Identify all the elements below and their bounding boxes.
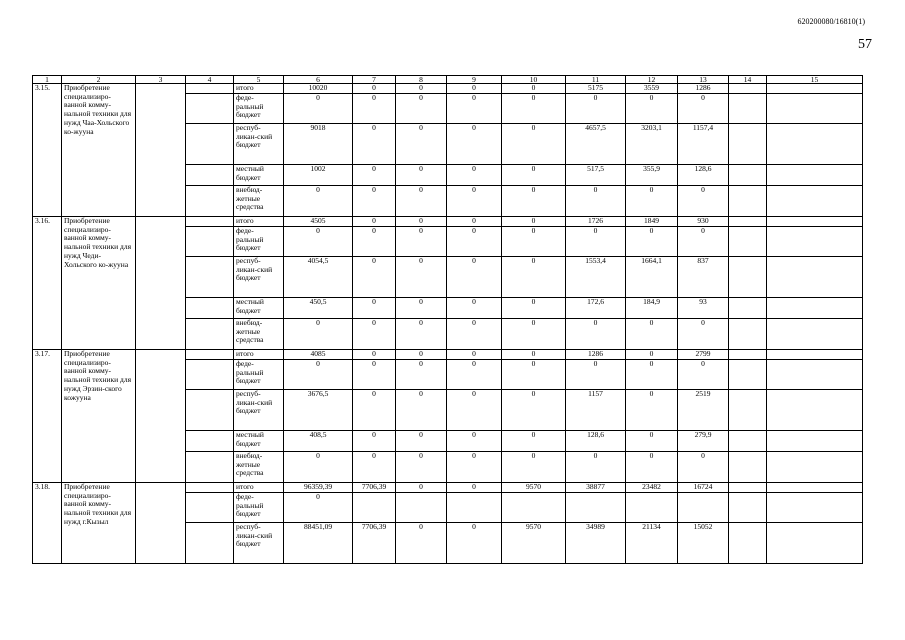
section-name: Приобретение специализиро-ванной комму-нальной техники для нужд Чаа-Хольского ко-жууна: [62, 84, 136, 217]
value-cell: 0: [396, 84, 447, 94]
empty-cell: [729, 124, 767, 165]
value-cell: 0: [502, 217, 566, 227]
empty-cell: [729, 257, 767, 298]
value-cell: 0: [284, 493, 353, 523]
table-row: [33, 217, 863, 227]
value-cell: 1157: [566, 390, 626, 431]
value-cell: 0: [353, 350, 396, 360]
section-name: Приобретение специализиро-ванной комму-нальной техники для нужд Эрзин-ского кожууна: [62, 350, 136, 483]
empty-cell: [186, 319, 234, 350]
value-cell: 128,6: [566, 431, 626, 452]
value-cell: 4054,5: [284, 257, 353, 298]
value-cell: 0: [502, 390, 566, 431]
column-header: 9: [447, 76, 502, 84]
value-cell: 0: [284, 452, 353, 483]
value-cell: 4657,5: [566, 124, 626, 165]
value-cell: 0: [678, 94, 729, 124]
column-header: 13: [678, 76, 729, 84]
section-code: 3.15.: [33, 84, 62, 217]
column-header: 5: [234, 76, 284, 84]
value-cell: 0: [626, 94, 678, 124]
value-cell: 0: [678, 319, 729, 350]
value-cell: 1849: [626, 217, 678, 227]
value-cell: 0: [566, 360, 626, 390]
funding-source-label: феде-ральный бюджет: [234, 94, 284, 124]
value-cell: 0: [353, 452, 396, 483]
value-cell: 0: [566, 94, 626, 124]
funding-source-label: местный бюджет: [234, 165, 284, 186]
value-cell: 0: [396, 431, 447, 452]
empty-cell: [767, 483, 863, 493]
empty-cell: [186, 452, 234, 483]
value-cell: 279,9: [678, 431, 729, 452]
value-cell: 0: [284, 186, 353, 217]
value-cell: 0: [502, 350, 566, 360]
column-header: 14: [729, 76, 767, 84]
value-cell: 0: [626, 390, 678, 431]
value-cell: 0: [502, 319, 566, 350]
empty-cell: [729, 227, 767, 257]
value-cell: 23482: [626, 483, 678, 493]
section-code: 3.16.: [33, 217, 62, 350]
value-cell: 0: [396, 186, 447, 217]
value-cell: 0: [396, 124, 447, 165]
value-cell: 4085: [284, 350, 353, 360]
funding-source-label: внебюд-жетные средства: [234, 452, 284, 483]
value-cell: 4505: [284, 217, 353, 227]
empty-cell: [729, 84, 767, 94]
value-cell: [566, 493, 626, 523]
value-cell: 408,5: [284, 431, 353, 452]
empty-cell: [186, 431, 234, 452]
value-cell: 15052: [678, 523, 729, 564]
value-cell: 0: [353, 319, 396, 350]
value-cell: 0: [502, 227, 566, 257]
value-cell: 0: [396, 165, 447, 186]
value-cell: 0: [502, 94, 566, 124]
empty-cell: [729, 319, 767, 350]
value-cell: 0: [396, 452, 447, 483]
value-cell: 0: [502, 298, 566, 319]
empty-cell: [767, 227, 863, 257]
funding-source-label: внебюд-жетные средства: [234, 186, 284, 217]
empty-cell: [186, 227, 234, 257]
table-row: [33, 483, 863, 493]
empty-cell: [767, 84, 863, 94]
value-cell: 93: [678, 298, 729, 319]
empty-cell: [186, 217, 234, 227]
value-cell: 0: [353, 390, 396, 431]
value-cell: 16724: [678, 483, 729, 493]
empty-cell: [186, 523, 234, 564]
document-id: 620200080/16810(1): [797, 17, 865, 26]
empty-cell: [767, 217, 863, 227]
value-cell: 2519: [678, 390, 729, 431]
value-cell: 0: [626, 431, 678, 452]
empty-cell: [729, 483, 767, 493]
value-cell: 0: [284, 319, 353, 350]
value-cell: 0: [353, 217, 396, 227]
empty-cell: [186, 84, 234, 94]
value-cell: 0: [447, 84, 502, 94]
value-cell: 0: [396, 257, 447, 298]
header-row: [33, 76, 863, 84]
value-cell: 184,9: [626, 298, 678, 319]
column-header: 12: [626, 76, 678, 84]
value-cell: 0: [353, 257, 396, 298]
value-cell: 21134: [626, 523, 678, 564]
value-cell: 96359,39: [284, 483, 353, 493]
value-cell: 7706,39: [353, 483, 396, 493]
value-cell: 0: [353, 360, 396, 390]
value-cell: 0: [353, 165, 396, 186]
empty-cell: [729, 390, 767, 431]
value-cell: 0: [353, 298, 396, 319]
funding-source-label: внебюд-жетные средства: [234, 319, 284, 350]
value-cell: 0: [284, 227, 353, 257]
value-cell: 0: [353, 431, 396, 452]
value-cell: 0: [284, 94, 353, 124]
value-cell: 450,5: [284, 298, 353, 319]
value-cell: 0: [447, 483, 502, 493]
empty-cell: [767, 257, 863, 298]
value-cell: 1002: [284, 165, 353, 186]
table-row: [33, 84, 863, 94]
value-cell: 0: [447, 390, 502, 431]
value-cell: 0: [396, 483, 447, 493]
empty-cell: [136, 217, 186, 350]
empty-cell: [136, 84, 186, 217]
value-cell: [626, 493, 678, 523]
empty-cell: [729, 431, 767, 452]
empty-cell: [767, 360, 863, 390]
value-cell: 0: [396, 319, 447, 350]
value-cell: 0: [447, 452, 502, 483]
column-header: 8: [396, 76, 447, 84]
empty-cell: [767, 319, 863, 350]
empty-cell: [186, 165, 234, 186]
value-cell: 0: [396, 523, 447, 564]
value-cell: 0: [447, 257, 502, 298]
empty-cell: [186, 186, 234, 217]
value-cell: [678, 493, 729, 523]
empty-cell: [767, 452, 863, 483]
empty-cell: [767, 165, 863, 186]
value-cell: 0: [447, 431, 502, 452]
empty-cell: [729, 217, 767, 227]
funding-source-label: феде-ральный бюджет: [234, 227, 284, 257]
page-number: 57: [858, 37, 872, 52]
value-cell: 2799: [678, 350, 729, 360]
value-cell: 3559: [626, 84, 678, 94]
value-cell: 0: [626, 227, 678, 257]
value-cell: 88451,09: [284, 523, 353, 564]
value-cell: 9018: [284, 124, 353, 165]
value-cell: 0: [447, 523, 502, 564]
column-header: 6: [284, 76, 353, 84]
value-cell: 1286: [566, 350, 626, 360]
value-cell: 0: [353, 94, 396, 124]
value-cell: 0: [502, 257, 566, 298]
value-cell: 0: [678, 186, 729, 217]
column-header: 15: [767, 76, 863, 84]
value-cell: 0: [353, 124, 396, 165]
empty-cell: [186, 124, 234, 165]
value-cell: 0: [447, 298, 502, 319]
value-cell: 0: [678, 227, 729, 257]
empty-cell: [186, 350, 234, 360]
value-cell: 34989: [566, 523, 626, 564]
section-name: Приобретение специализиро-ванной комму-нальной техники для нужд г.Кызыл: [62, 483, 136, 564]
value-cell: 517,5: [566, 165, 626, 186]
funding-source-label: респуб-ликан-ский бюджет: [234, 124, 284, 165]
value-cell: [447, 493, 502, 523]
column-header: 3: [136, 76, 186, 84]
value-cell: 0: [566, 319, 626, 350]
empty-cell: [729, 350, 767, 360]
value-cell: 128,6: [678, 165, 729, 186]
value-cell: 837: [678, 257, 729, 298]
value-cell: 5175: [566, 84, 626, 94]
empty-cell: [186, 483, 234, 493]
column-header: 4: [186, 76, 234, 84]
value-cell: [353, 493, 396, 523]
empty-cell: [767, 523, 863, 564]
empty-cell: [729, 523, 767, 564]
value-cell: 0: [502, 186, 566, 217]
value-cell: 0: [447, 124, 502, 165]
value-cell: 9570: [502, 523, 566, 564]
empty-cell: [186, 390, 234, 431]
value-cell: 3203,1: [626, 124, 678, 165]
funding-source-label: местный бюджет: [234, 431, 284, 452]
empty-cell: [729, 360, 767, 390]
value-cell: 7706,39: [353, 523, 396, 564]
value-cell: 0: [626, 350, 678, 360]
empty-cell: [767, 390, 863, 431]
funding-source-label: итого: [234, 350, 284, 360]
empty-cell: [767, 124, 863, 165]
value-cell: 0: [447, 360, 502, 390]
section-code: 3.18.: [33, 483, 62, 564]
value-cell: 0: [447, 165, 502, 186]
funding-source-label: респуб-ликан-ский бюджет: [234, 390, 284, 431]
value-cell: 3676,5: [284, 390, 353, 431]
value-cell: 0: [353, 84, 396, 94]
empty-cell: [767, 350, 863, 360]
funding-source-label: респуб-ликан-ский бюджет: [234, 257, 284, 298]
value-cell: 0: [396, 390, 447, 431]
empty-cell: [186, 298, 234, 319]
empty-cell: [767, 94, 863, 124]
value-cell: 0: [502, 84, 566, 94]
value-cell: 355,9: [626, 165, 678, 186]
empty-cell: [729, 186, 767, 217]
funding-source-label: респуб-ликан-ский бюджет: [234, 523, 284, 564]
value-cell: 0: [626, 186, 678, 217]
empty-cell: [729, 94, 767, 124]
funding-source-label: феде-ральный бюджет: [234, 360, 284, 390]
value-cell: 1553,4: [566, 257, 626, 298]
empty-cell: [767, 298, 863, 319]
value-cell: [396, 493, 447, 523]
value-cell: 0: [626, 319, 678, 350]
empty-cell: [186, 493, 234, 523]
value-cell: 0: [353, 227, 396, 257]
value-cell: 0: [396, 217, 447, 227]
column-header: 1: [33, 76, 62, 84]
value-cell: 0: [396, 298, 447, 319]
budget-table: [32, 75, 863, 564]
value-cell: 0: [678, 452, 729, 483]
empty-cell: [729, 298, 767, 319]
value-cell: 0: [502, 431, 566, 452]
value-cell: 0: [678, 360, 729, 390]
value-cell: 1664,1: [626, 257, 678, 298]
empty-cell: [729, 493, 767, 523]
value-cell: 0: [447, 217, 502, 227]
value-cell: 0: [447, 186, 502, 217]
column-header: 2: [62, 76, 136, 84]
funding-source-label: итого: [234, 84, 284, 94]
value-cell: 0: [353, 186, 396, 217]
value-cell: 0: [566, 452, 626, 483]
funding-source-label: итого: [234, 217, 284, 227]
value-cell: 0: [447, 94, 502, 124]
column-header: 7: [353, 76, 396, 84]
empty-cell: [767, 431, 863, 452]
funding-source-label: итого: [234, 483, 284, 493]
value-cell: 930: [678, 217, 729, 227]
empty-cell: [729, 165, 767, 186]
value-cell: 172,6: [566, 298, 626, 319]
empty-cell: [767, 493, 863, 523]
value-cell: 0: [626, 452, 678, 483]
value-cell: 0: [502, 124, 566, 165]
value-cell: [502, 493, 566, 523]
value-cell: 0: [502, 165, 566, 186]
value-cell: 0: [447, 227, 502, 257]
column-header: 10: [502, 76, 566, 84]
value-cell: 10020: [284, 84, 353, 94]
value-cell: 0: [626, 360, 678, 390]
section-code: 3.17.: [33, 350, 62, 483]
value-cell: 0: [447, 319, 502, 350]
value-cell: 1286: [678, 84, 729, 94]
section-name: Приобретение специализиро-ванной комму-нальной техники для нужд Чеди-Хольского ко-жууна: [62, 217, 136, 350]
value-cell: 0: [502, 360, 566, 390]
value-cell: 1726: [566, 217, 626, 227]
empty-cell: [136, 483, 186, 564]
empty-cell: [186, 360, 234, 390]
value-cell: 0: [566, 186, 626, 217]
empty-cell: [186, 257, 234, 298]
value-cell: 0: [502, 452, 566, 483]
empty-cell: [186, 94, 234, 124]
value-cell: 0: [396, 94, 447, 124]
value-cell: 9570: [502, 483, 566, 493]
value-cell: 1157,4: [678, 124, 729, 165]
empty-cell: [136, 350, 186, 483]
value-cell: 38877: [566, 483, 626, 493]
funding-source-label: феде-ральный бюджет: [234, 493, 284, 523]
value-cell: 0: [396, 227, 447, 257]
empty-cell: [729, 452, 767, 483]
empty-cell: [767, 186, 863, 217]
value-cell: 0: [396, 360, 447, 390]
value-cell: 0: [284, 360, 353, 390]
value-cell: 0: [447, 350, 502, 360]
value-cell: 0: [396, 350, 447, 360]
column-header: 11: [566, 76, 626, 84]
value-cell: 0: [566, 227, 626, 257]
table-row: [33, 350, 863, 360]
funding-source-label: местный бюджет: [234, 298, 284, 319]
